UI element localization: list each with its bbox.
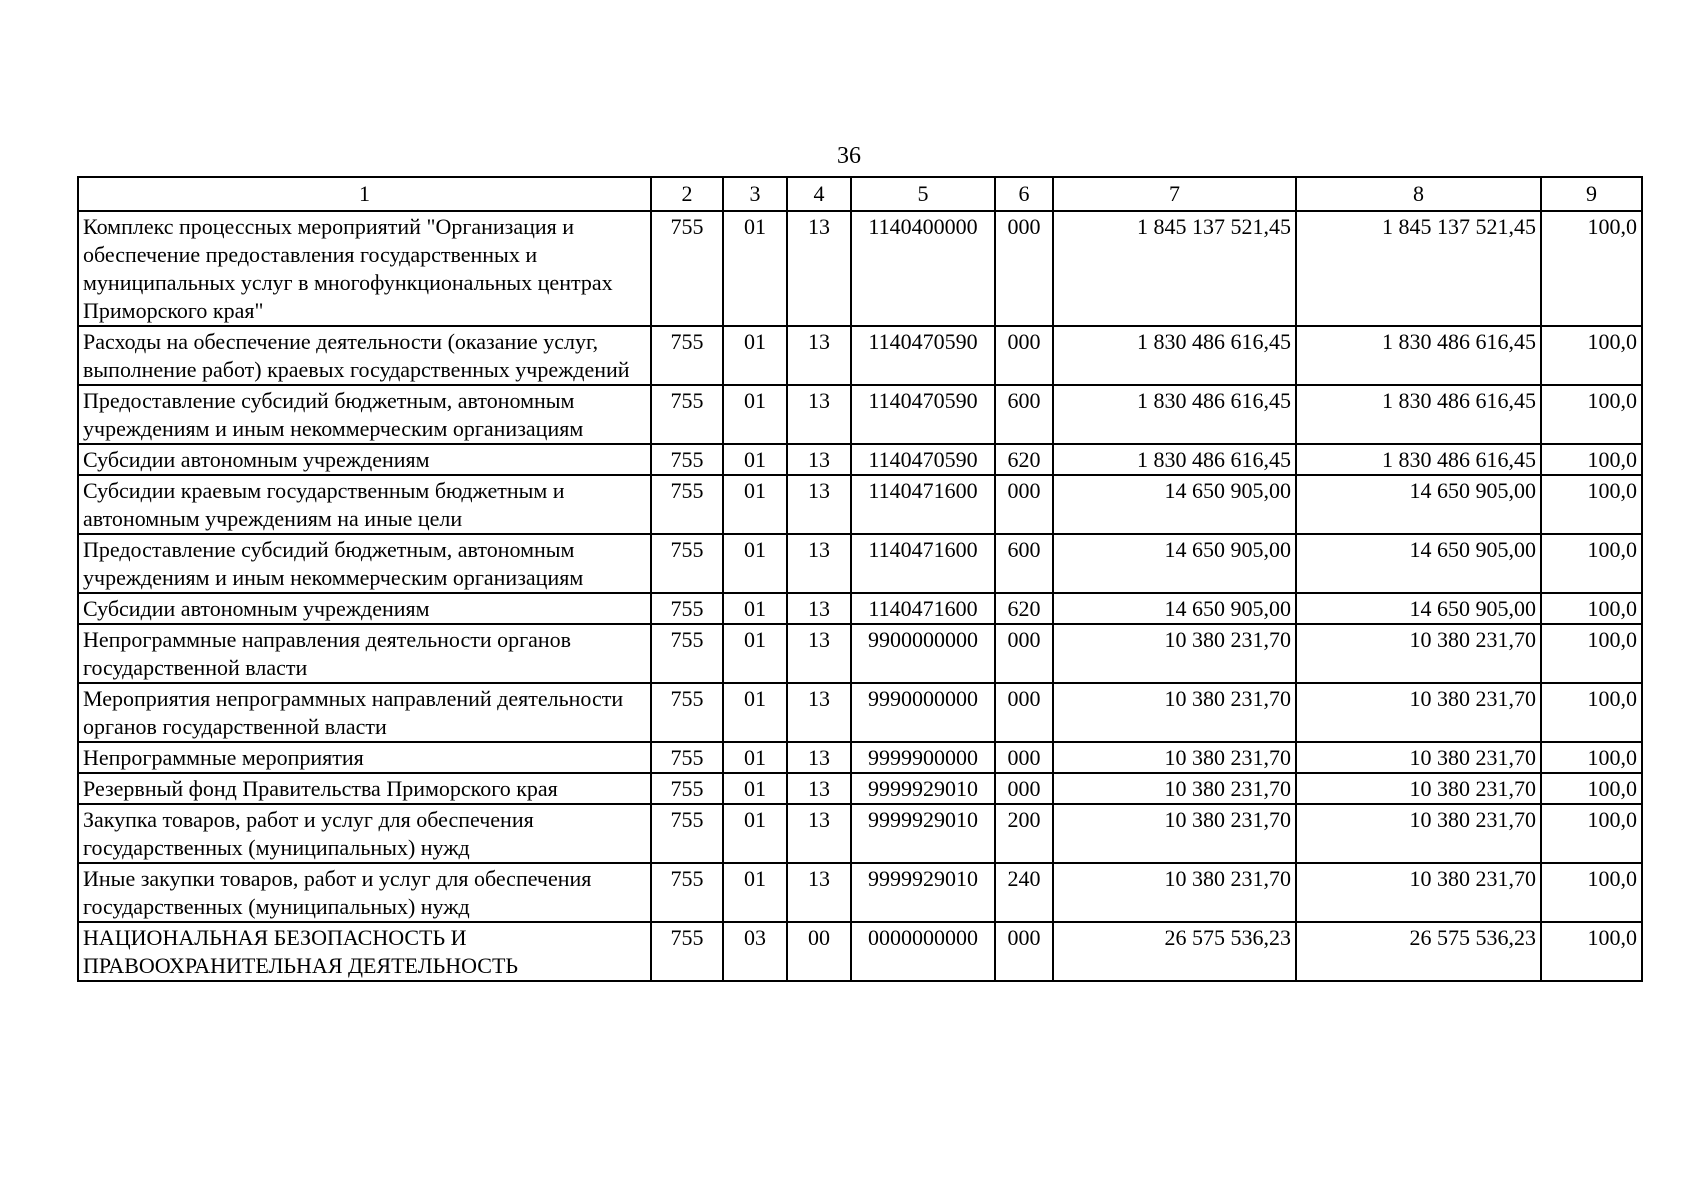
row-name: Мероприятия непрограммных направлений деятельности органов государственной власти xyxy=(78,683,651,742)
row-code-col6: 000 xyxy=(995,326,1053,385)
table-row xyxy=(78,922,1642,981)
row-code-col5: 1140471600 xyxy=(851,593,995,624)
row-percent-col9: 100,0 xyxy=(1541,444,1642,475)
column-header: 9 xyxy=(1541,177,1642,211)
row-percent-col9: 100,0 xyxy=(1541,624,1642,683)
table-row xyxy=(78,683,1642,742)
row-code-col5: 1140470590 xyxy=(851,385,995,444)
row-percent-col9: 100,0 xyxy=(1541,326,1642,385)
row-code-col6: 000 xyxy=(995,211,1053,326)
table-row xyxy=(78,742,1642,773)
row-amount-col7: 10 380 231,70 xyxy=(1053,742,1296,773)
column-header: 4 xyxy=(787,177,851,211)
row-code-col2: 755 xyxy=(651,922,723,981)
row-code-col6: 000 xyxy=(995,475,1053,534)
row-name: Предоставление субсидий бюджетным, автономным учреждениям и иным некоммерческим организациям xyxy=(78,385,651,444)
table-row xyxy=(78,534,1642,593)
row-code-col4: 13 xyxy=(787,534,851,593)
table-row xyxy=(78,385,1642,444)
row-code-col6: 600 xyxy=(995,385,1053,444)
row-amount-col7: 10 380 231,70 xyxy=(1053,804,1296,863)
table-row xyxy=(78,804,1642,863)
row-code-col2: 755 xyxy=(651,534,723,593)
row-amount-col7: 1 830 486 616,45 xyxy=(1053,444,1296,475)
row-amount-col8: 1 830 486 616,45 xyxy=(1296,444,1541,475)
budget-table xyxy=(77,176,1643,982)
row-name: Комплекс процессных мероприятий "Организация и обеспечение предоставления государственных и муниципальных услуг в многофункциональных центрах Приморского края" xyxy=(78,211,651,326)
row-code-col4: 13 xyxy=(787,444,851,475)
row-code-col4: 13 xyxy=(787,742,851,773)
row-percent-col9: 100,0 xyxy=(1541,863,1642,922)
row-code-col3: 01 xyxy=(723,211,787,326)
row-code-col6: 200 xyxy=(995,804,1053,863)
row-code-col2: 755 xyxy=(651,804,723,863)
row-amount-col8: 10 380 231,70 xyxy=(1296,624,1541,683)
row-code-col5: 9990000000 xyxy=(851,683,995,742)
row-percent-col9: 100,0 xyxy=(1541,593,1642,624)
row-code-col4: 13 xyxy=(787,593,851,624)
row-code-col2: 755 xyxy=(651,624,723,683)
row-amount-col8: 1 845 137 521,45 xyxy=(1296,211,1541,326)
row-code-col6: 000 xyxy=(995,742,1053,773)
row-code-col2: 755 xyxy=(651,385,723,444)
row-percent-col9: 100,0 xyxy=(1541,534,1642,593)
column-header: 3 xyxy=(723,177,787,211)
row-name: Закупка товаров, работ и услуг для обеспечения государственных (муниципальных) нужд xyxy=(78,804,651,863)
table-row xyxy=(78,211,1642,326)
column-header: 5 xyxy=(851,177,995,211)
row-code-col3: 01 xyxy=(723,444,787,475)
row-code-col3: 03 xyxy=(723,922,787,981)
row-name: Предоставление субсидий бюджетным, автономным учреждениям и иным некоммерческим организациям xyxy=(78,534,651,593)
row-amount-col8: 26 575 536,23 xyxy=(1296,922,1541,981)
row-code-col5: 9999900000 xyxy=(851,742,995,773)
row-code-col2: 755 xyxy=(651,326,723,385)
row-code-col6: 000 xyxy=(995,773,1053,804)
row-name: НАЦИОНАЛЬНАЯ БЕЗОПАСНОСТЬ И ПРАВООХРАНИТЕЛЬНАЯ ДЕЯТЕЛЬНОСТЬ xyxy=(78,922,651,981)
row-code-col4: 13 xyxy=(787,863,851,922)
row-amount-col8: 10 380 231,70 xyxy=(1296,683,1541,742)
row-percent-col9: 100,0 xyxy=(1541,211,1642,326)
row-name: Субсидии автономным учреждениям xyxy=(78,444,651,475)
table-row xyxy=(78,624,1642,683)
row-percent-col9: 100,0 xyxy=(1541,742,1642,773)
row-code-col2: 755 xyxy=(651,475,723,534)
row-code-col5: 1140470590 xyxy=(851,326,995,385)
row-amount-col8: 10 380 231,70 xyxy=(1296,742,1541,773)
row-percent-col9: 100,0 xyxy=(1541,475,1642,534)
row-code-col4: 13 xyxy=(787,624,851,683)
column-header: 8 xyxy=(1296,177,1541,211)
table-row xyxy=(78,773,1642,804)
row-code-col5: 9999929010 xyxy=(851,804,995,863)
row-code-col5: 0000000000 xyxy=(851,922,995,981)
row-code-col6: 620 xyxy=(995,593,1053,624)
row-name: Субсидии автономным учреждениям xyxy=(78,593,651,624)
row-code-col3: 01 xyxy=(723,385,787,444)
row-name: Расходы на обеспечение деятельности (оказание услуг, выполнение работ) краевых государственных учреждений xyxy=(78,326,651,385)
row-amount-col7: 10 380 231,70 xyxy=(1053,863,1296,922)
row-amount-col7: 10 380 231,70 xyxy=(1053,683,1296,742)
table-body xyxy=(78,211,1642,981)
row-amount-col7: 10 380 231,70 xyxy=(1053,624,1296,683)
row-code-col4: 13 xyxy=(787,804,851,863)
row-code-col4: 13 xyxy=(787,683,851,742)
row-code-col3: 01 xyxy=(723,804,787,863)
header-row xyxy=(78,177,1642,211)
row-name: Субсидии краевым государственным бюджетным и автономным учреждениям на иные цели xyxy=(78,475,651,534)
table-row xyxy=(78,593,1642,624)
row-code-col3: 01 xyxy=(723,863,787,922)
row-code-col4: 00 xyxy=(787,922,851,981)
row-code-col5: 1140470590 xyxy=(851,444,995,475)
row-amount-col7: 26 575 536,23 xyxy=(1053,922,1296,981)
row-code-col3: 01 xyxy=(723,742,787,773)
row-amount-col8: 1 830 486 616,45 xyxy=(1296,326,1541,385)
row-amount-col7: 14 650 905,00 xyxy=(1053,475,1296,534)
row-percent-col9: 100,0 xyxy=(1541,385,1642,444)
row-code-col3: 01 xyxy=(723,683,787,742)
row-amount-col8: 14 650 905,00 xyxy=(1296,475,1541,534)
row-code-col6: 240 xyxy=(995,863,1053,922)
row-name: Непрограммные мероприятия xyxy=(78,742,651,773)
row-name: Непрограммные направления деятельности органов государственной власти xyxy=(78,624,651,683)
row-code-col2: 755 xyxy=(651,742,723,773)
row-code-col6: 000 xyxy=(995,922,1053,981)
row-percent-col9: 100,0 xyxy=(1541,683,1642,742)
row-amount-col7: 14 650 905,00 xyxy=(1053,593,1296,624)
row-code-col2: 755 xyxy=(651,593,723,624)
row-code-col4: 13 xyxy=(787,475,851,534)
row-code-col3: 01 xyxy=(723,326,787,385)
row-code-col2: 755 xyxy=(651,211,723,326)
row-amount-col7: 10 380 231,70 xyxy=(1053,773,1296,804)
row-amount-col8: 1 830 486 616,45 xyxy=(1296,385,1541,444)
page-number: 36 xyxy=(837,143,861,169)
table-row xyxy=(78,444,1642,475)
row-code-col6: 600 xyxy=(995,534,1053,593)
row-name: Иные закупки товаров, работ и услуг для обеспечения государственных (муниципальных) нужд xyxy=(78,863,651,922)
row-code-col2: 755 xyxy=(651,683,723,742)
row-percent-col9: 100,0 xyxy=(1541,804,1642,863)
row-code-col3: 01 xyxy=(723,773,787,804)
row-code-col3: 01 xyxy=(723,475,787,534)
row-amount-col8: 10 380 231,70 xyxy=(1296,773,1541,804)
row-amount-col7: 1 830 486 616,45 xyxy=(1053,326,1296,385)
row-percent-col9: 100,0 xyxy=(1541,773,1642,804)
row-percent-col9: 100,0 xyxy=(1541,922,1642,981)
row-name: Резервный фонд Правительства Приморского края xyxy=(78,773,651,804)
row-code-col2: 755 xyxy=(651,863,723,922)
row-code-col5: 9999929010 xyxy=(851,863,995,922)
row-amount-col8: 10 380 231,70 xyxy=(1296,863,1541,922)
column-header: 6 xyxy=(995,177,1053,211)
row-code-col5: 9900000000 xyxy=(851,624,995,683)
row-code-col3: 01 xyxy=(723,534,787,593)
table-row xyxy=(78,326,1642,385)
table-row xyxy=(78,475,1642,534)
row-code-col6: 000 xyxy=(995,683,1053,742)
row-code-col5: 1140400000 xyxy=(851,211,995,326)
column-header: 1 xyxy=(78,177,651,211)
row-code-col6: 000 xyxy=(995,624,1053,683)
row-amount-col7: 1 830 486 616,45 xyxy=(1053,385,1296,444)
row-code-col3: 01 xyxy=(723,593,787,624)
column-header: 7 xyxy=(1053,177,1296,211)
row-amount-col7: 14 650 905,00 xyxy=(1053,534,1296,593)
row-amount-col8: 14 650 905,00 xyxy=(1296,534,1541,593)
row-code-col3: 01 xyxy=(723,624,787,683)
row-code-col4: 13 xyxy=(787,211,851,326)
row-code-col4: 13 xyxy=(787,773,851,804)
row-code-col5: 1140471600 xyxy=(851,534,995,593)
row-code-col5: 1140471600 xyxy=(851,475,995,534)
column-header: 2 xyxy=(651,177,723,211)
row-code-col5: 9999929010 xyxy=(851,773,995,804)
row-amount-col7: 1 845 137 521,45 xyxy=(1053,211,1296,326)
table-row xyxy=(78,863,1642,922)
row-amount-col8: 10 380 231,70 xyxy=(1296,804,1541,863)
row-code-col2: 755 xyxy=(651,444,723,475)
row-code-col4: 13 xyxy=(787,326,851,385)
row-code-col6: 620 xyxy=(995,444,1053,475)
row-code-col2: 755 xyxy=(651,773,723,804)
row-amount-col8: 14 650 905,00 xyxy=(1296,593,1541,624)
row-code-col4: 13 xyxy=(787,385,851,444)
